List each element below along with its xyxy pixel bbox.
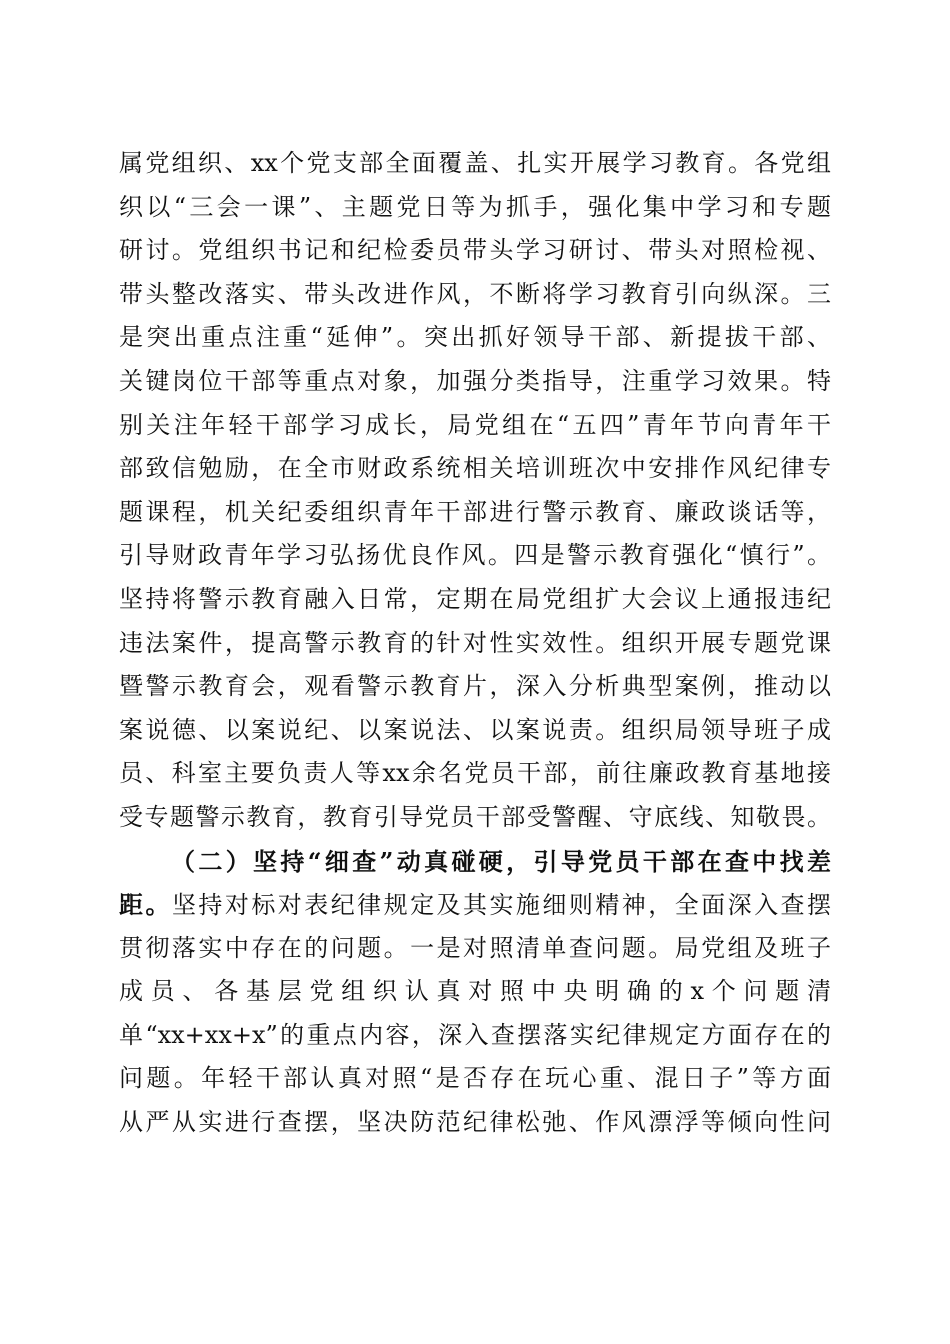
text-line: 别关注年轻干部学习成长，局党组在“五四”青年节向青年干 [119, 410, 831, 439]
text-line: 研讨。党组织书记和纪检委员带头学习研讨、带头对照检视、 [119, 236, 831, 265]
text-line: 案说德、以案说纪、以案说法、以案说责。组织局领导班子成 [119, 715, 831, 744]
text-line: 从严从实进行查摆，坚决防范纪律松弛、作风漂浮等倾向性问 [119, 1108, 831, 1137]
text-line: 员、科室主要负责人等xx余名党员干部，前往廉政教育基地接 [119, 759, 831, 788]
text-line: 是突出重点注重“延伸”。突出抓好领导干部、新提拔干部、 [119, 323, 831, 352]
text-line: 违法案件，提高警示教育的针对性实效性。组织开展专题党课 [119, 628, 831, 657]
text-line: 属党组织、xx个党支部全面覆盖、扎实开展学习教育。各党组 [119, 149, 831, 177]
text-line: 单“xx+xx+x”的重点内容，深入查摆落实纪律规定方面存在的 [119, 1020, 831, 1049]
text-line: 坚持将警示教育融入日常，定期在局党组扩大会议上通报违纪 [119, 584, 831, 613]
section-heading-end: 距。 [119, 890, 172, 920]
text-line: 暨警示教育会，观看警示教育片，深入分析典型案例，推动以 [119, 672, 831, 701]
text-line: 关键岗位干部等重点对象，加强分类指导，注重学习效果。特 [119, 366, 831, 395]
text-line: 成员、各基层党组织认真对照中央明确的x个问题清 [119, 977, 831, 1006]
text-line: 织以“三会一课”、主题党日等为抓手，强化集中学习和专题 [119, 192, 831, 221]
text-line: 贯彻落实中存在的问题。一是对照清单查问题。局党组及班子 [119, 933, 831, 962]
text-line [119, 883, 831, 927]
text-line: 问题。年轻干部认真对照“是否存在玩心重、混日子”等方面 [119, 1064, 831, 1093]
text-line: 受专题警示教育，教育引导党员干部受警醒、守底线、知敬畏。 [119, 802, 831, 831]
text-line-rest: 坚持对标对表纪律规定及其实施细则精神，全面深入查摆 [171, 891, 832, 920]
document-body [119, 142, 831, 1145]
text-line: 引导财政青年学习弘扬优良作风。四是警示教育强化“慎行”。 [119, 541, 831, 570]
section-heading: （二）坚持“细查”动真碰硬，引导党员干部在查中找差 [171, 846, 831, 876]
text-line: 带头整改落实、带头改进作风，不断将学习教育引向纵深。三 [119, 279, 831, 308]
text-line: 部致信勉励，在全市财政系统相关培训班次中安排作风纪律专 [119, 454, 831, 483]
text-line: 题课程，机关纪委组织青年干部进行警示教育、廉政谈话等， [119, 497, 831, 526]
